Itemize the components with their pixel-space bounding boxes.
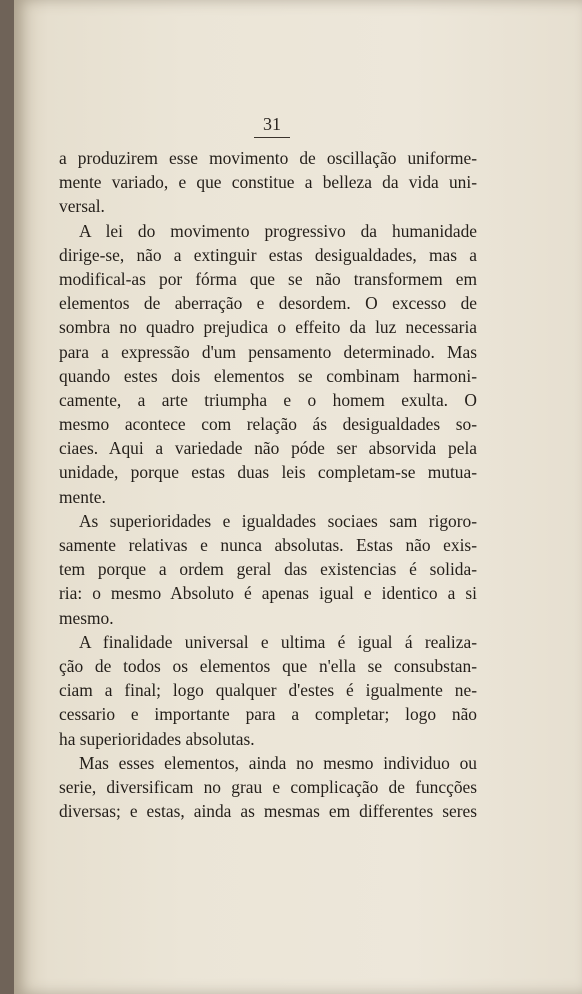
body-text: [59, 146, 477, 823]
text-line: mente variado, e que constitue a belleza da vida uni-: [59, 172, 477, 193]
text-line: quando estes dois elementos se combinam harmoni-: [59, 365, 477, 386]
text-line: ria: o mesmo Absoluto é apenas igual e identico a si: [59, 583, 477, 604]
text-line: A lei do movimento progressivo da humanidade: [79, 220, 477, 241]
text-line: tem porque a ordem geral das existencias é solida-: [59, 559, 477, 580]
text-line: Mas esses elementos, ainda no mesmo individuo ou: [79, 752, 477, 773]
text-line: mente.: [59, 486, 106, 507]
text-line: elementos de aberração e desordem. O excesso de: [59, 293, 477, 314]
text-line: unidade, porque estas duas leis completam-se mutua-: [59, 462, 477, 483]
text-line: ção de todos os elementos que n'ella se consubstan-: [59, 655, 477, 676]
text-line: mesmo acontece com relação ás desigualdades so-: [59, 414, 477, 435]
text-line: ciam a final; logo qualquer d'estes é igualmente ne-: [59, 680, 477, 701]
paragraph: [59, 509, 477, 630]
paragraph: [59, 751, 477, 824]
text-line: samente relativas e nunca absolutas. Estas não exis-: [59, 535, 477, 555]
text-line: As superioridades e igualdades sociaes sam rigoro-: [79, 510, 477, 531]
text-line: A finalidade universal e ultima é igual á realiza-: [79, 631, 477, 652]
text-line: serie, diversificam no grau e complicação de funcções: [59, 776, 477, 797]
text-line: diversas; e estas, ainda as mesmas em differentes seres: [59, 801, 477, 822]
text-line: ha superioridades absolutas.: [59, 728, 255, 749]
paragraph: [59, 630, 477, 751]
text-line: a produzirem esse movimento de oscillação uniforme-: [59, 148, 477, 168]
text-line: ciaes. Aqui a variedade não póde ser absorvida pela: [59, 438, 477, 459]
paragraph: [59, 146, 477, 219]
text-line: dirige-se, não a extinguir estas desigualdades, mas a: [59, 244, 477, 265]
text-line: modifical-as por fórma que se não transformem em: [59, 268, 477, 289]
text-line: sombra no quadro prejudica o effeito da luz necessaria: [59, 317, 477, 338]
book-page: [14, 0, 582, 994]
text-line: versal.: [59, 196, 105, 217]
text-line: cessario e importante para a completar; logo não: [59, 704, 477, 725]
page-number-rule: [254, 137, 290, 138]
text-line: mesmo.: [59, 607, 114, 628]
text-line: camente, a arte triumpha e o homem exulta. O: [59, 389, 477, 410]
page-number: 31: [263, 114, 281, 134]
text-line: para a expressão d'um pensamento determinado. Mas: [59, 341, 477, 362]
paragraph: [59, 219, 477, 509]
